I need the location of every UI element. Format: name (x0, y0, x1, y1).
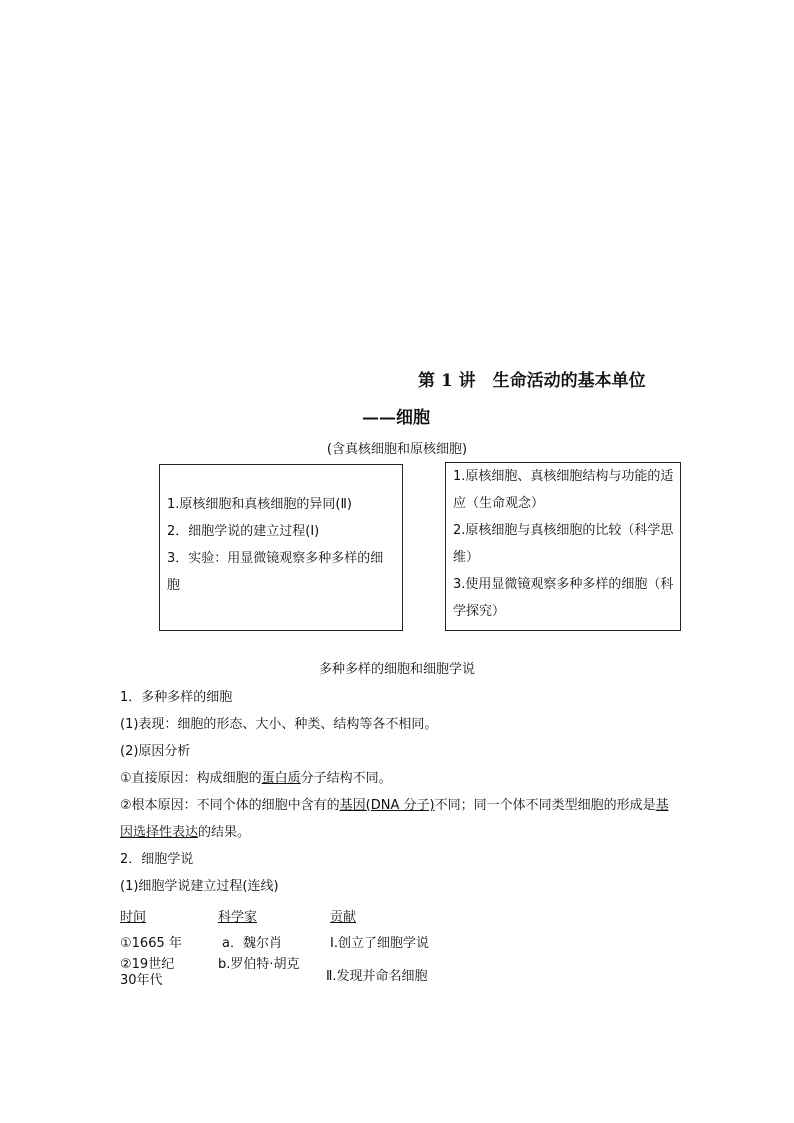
table-cell-time: ①1665 年 (120, 936, 182, 951)
requirement-item: 3．实验：用显微镜观察多种多样的细胞 (167, 551, 384, 593)
underlined-answer: 蛋白质 (261, 771, 301, 786)
text-segment: ①直接原因：构成细胞的 (120, 771, 262, 786)
table-header-contribution: 贡献 (330, 910, 357, 925)
table-cell-contribution: Ⅱ.发现并命名细胞 (326, 969, 428, 984)
literacy-box (445, 462, 681, 631)
requirement-item: 1.原核细胞和真核细胞的异同(Ⅱ) (167, 497, 352, 512)
table-header-scientist: 科学家 (218, 910, 258, 925)
text-segment: 分子结构不同。 (300, 771, 392, 786)
section-title: 多种多样的细胞和细胞学说 (318, 662, 475, 677)
table-cell-scientist: b.罗伯特·胡克 (218, 957, 300, 972)
underlined-answer: 基因(DNA 分子) (339, 798, 435, 813)
lesson-scope: (含真核细胞和原核细胞) (326, 442, 468, 457)
text-segment: 不同；同一个体不同类型细胞的形成是 (434, 798, 656, 813)
paragraph-root-cause (120, 792, 680, 846)
literacy-item: 1.原核细胞、真核细胞结构与功能的适应（生命观念） (453, 469, 674, 511)
text-segment: 的结果。 (198, 825, 251, 840)
literacy-item: 3.使用显微镜观察多种多样的细胞（科学探究） (453, 577, 674, 619)
table-header-time: 时间 (120, 910, 147, 925)
paragraph-theory-process: (1)细胞学说建立过程(连线) (120, 879, 279, 894)
paragraph-direct-cause (120, 765, 680, 792)
table-cell-time: ②19世纪30年代 (120, 957, 175, 988)
lesson-subtitle: ——细胞 (362, 408, 430, 428)
table-cell-contribution: Ⅰ.创立了细胞学说 (330, 936, 429, 951)
heading-cell-theory: 2．细胞学说 (120, 852, 194, 867)
lesson-title: 第 1 讲 生命活动的基本单位 (418, 371, 646, 391)
requirements-box (159, 464, 403, 631)
paragraph-manifestation: (1)表现：细胞的形态、大小、种类、结构等各不相同。 (120, 717, 438, 732)
table-cell-scientist: a．魏尔肖 (222, 936, 282, 951)
paragraph-cause-analysis: (2)原因分析 (120, 744, 191, 759)
text-segment: ②根本原因：不同个体的细胞中含有的 (120, 798, 340, 813)
underlined-answer: 基因选择性表达 (120, 798, 669, 840)
requirement-item: 2．细胞学说的建立过程(Ⅰ) (167, 524, 320, 539)
heading-diverse-cells: 1．多种多样的细胞 (120, 690, 233, 705)
literacy-item: 2.原核细胞与真核细胞的比较（科学思维） (453, 523, 674, 565)
